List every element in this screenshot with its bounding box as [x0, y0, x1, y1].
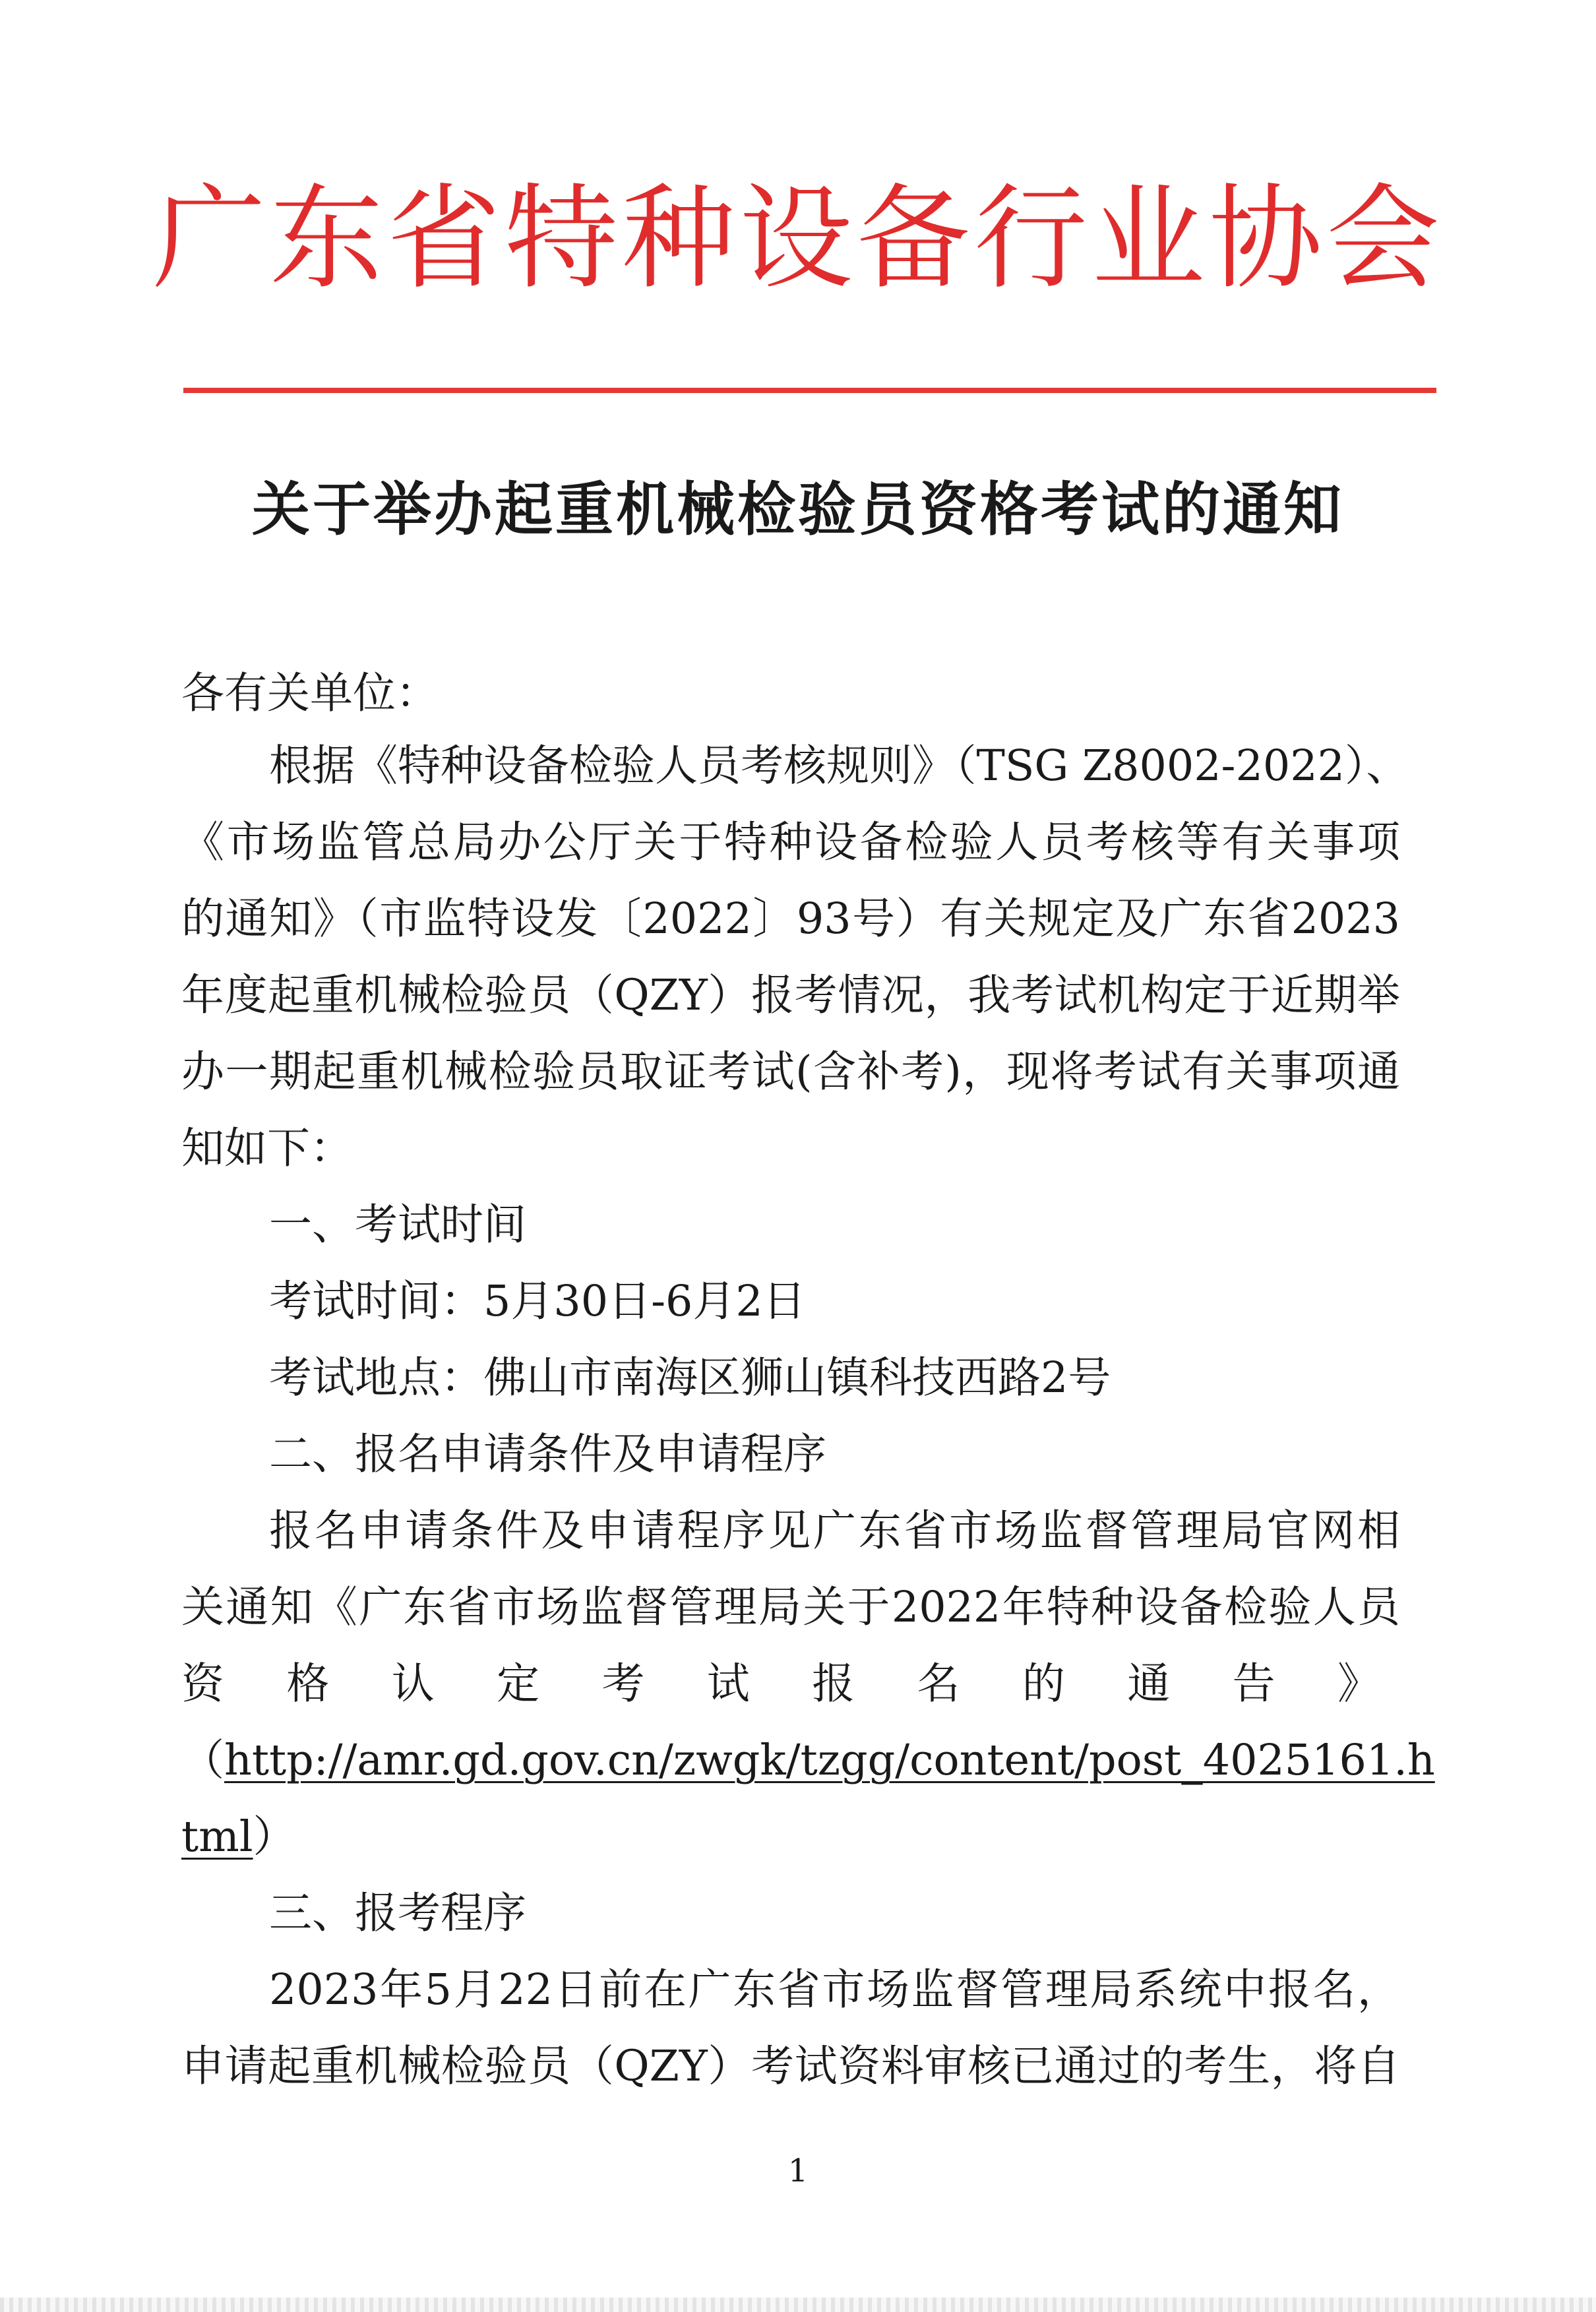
url-close-paren: ）: [253, 1812, 296, 1862]
section-2-line-1: 报名申请条件及申请程序见广东省市场监督管理局官网相: [269, 1506, 1400, 1556]
intro-line-6: 知如下：: [181, 1124, 353, 1173]
section-3-line-2: 申请起重机械检验员（QZY）考试资料审核已通过的考生，将自: [181, 2042, 1400, 2091]
section-2-line-3: 资格认定考试报名的通告》: [181, 1659, 1400, 1709]
document-title: 关于举办起重机械检验员资格考试的通知: [251, 475, 1344, 543]
section-2-line-2: 关通知《广东省市场监督管理局关于2022年特种设备检验人员: [181, 1583, 1400, 1632]
section-3-heading: 三、报考程序: [269, 1889, 527, 1938]
section-3-line-1: 2023年5月22日前在广东省市场监督管理局系统中报名，: [269, 1965, 1400, 2015]
url-line-2: [181, 1811, 296, 1864]
intro-line-1: 根据《特种设备检验人员考核规则》（TSG Z8002-2022）、: [269, 741, 1409, 791]
intro-line-5: 办一期起重机械检验员取证考试(含补考)，现将考试有关事项通: [181, 1047, 1400, 1097]
notice-url-link[interactable]: http://amr.gd.gov.cn/zwgk/tzgg/content/post_4025161.h: [224, 1736, 1435, 1785]
url-line-1: [181, 1734, 1435, 1787]
exam-place: 考试地点：佛山市南海区狮山镇科技西路2号: [269, 1353, 1111, 1403]
org-name-header: 广东省特种设备行业协会: [152, 172, 1444, 305]
header-red-rule: [183, 388, 1436, 393]
intro-line-3: 的通知》（市监特设发〔2022〕93号）有关规定及广东省2023: [181, 894, 1400, 944]
section-2-heading: 二、报名申请条件及申请程序: [269, 1430, 827, 1479]
notice-url-link-continued[interactable]: tml: [181, 1812, 253, 1862]
exam-time: 考试时间：5月30日-6月2日: [269, 1277, 806, 1326]
page-number: 1: [787, 2152, 809, 2189]
salutation: 各有关单位：: [181, 669, 439, 718]
intro-line-2: 《市场监管总局办公厅关于特种设备检验人员考核等有关事项: [181, 818, 1400, 867]
section-1-heading: 一、考试时间: [269, 1200, 527, 1250]
intro-line-4: 年度起重机械检验员（QZY）报考情况，我考试机构定于近期举: [181, 971, 1400, 1020]
scan-edge-artifact: [0, 2297, 1596, 2312]
url-open-paren: （: [181, 1736, 225, 1785]
